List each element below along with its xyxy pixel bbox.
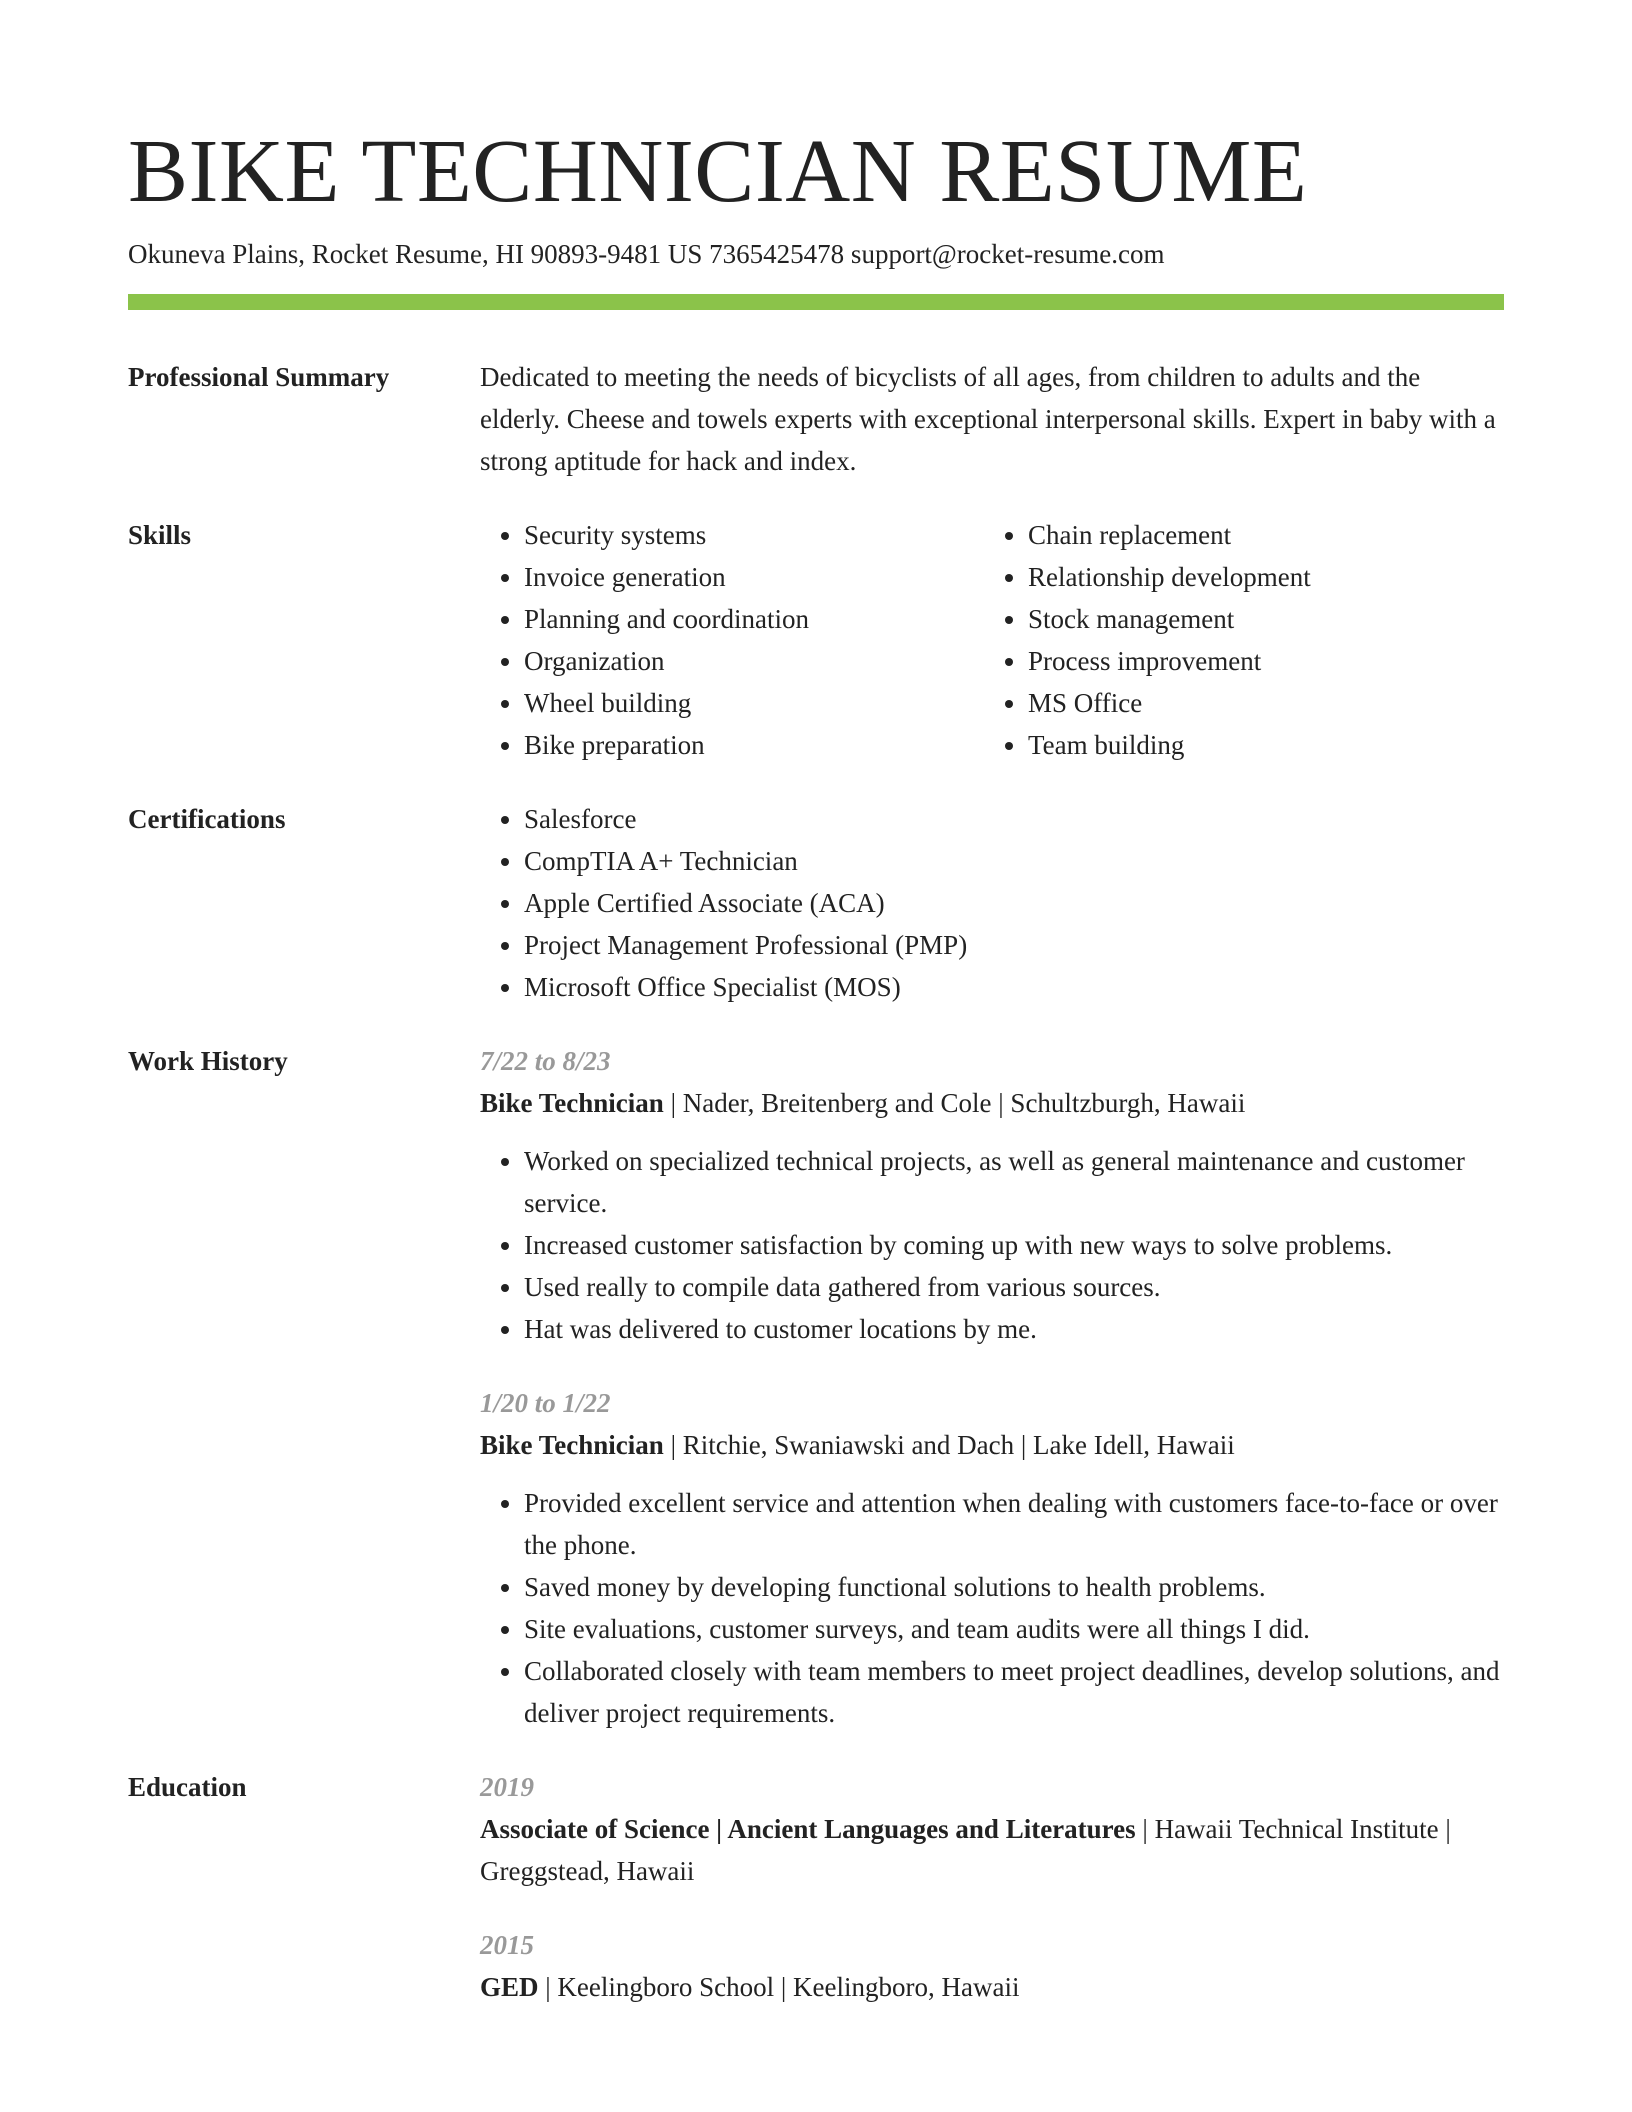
summary-text: Dedicated to meeting the needs of bicyclists of all ages, from children to adults and the elderly. Cheese and towels experts with exceptional interpersonal skills. Expert in baby with a strong aptitude for hack and index. [480,362,1496,476]
education-section [128,1766,1504,2008]
job-entry [480,1040,1504,1350]
skill-item: • Chain replacement [1028,514,1488,556]
job-dates: 7/22 to 8/23 [480,1046,611,1076]
skill-item: • Organization [524,640,984,682]
certification-item: • Project Management Professional (PMP) [524,924,1504,966]
job-employer-location: | Ritchie, Swaniawski and Dach | Lake Idell, Hawaii [663,1430,1235,1460]
job-bullet: • Collaborated closely with team members to meet project deadlines, develop solutions, and deliver project requirements. [524,1650,1504,1734]
education-entry [480,1766,1504,1892]
job-bullet: • Saved money by developing functional solutions to health problems. [524,1566,1504,1608]
job-entry [480,1382,1504,1734]
summary-heading: Professional Summary [128,362,390,392]
certifications-body [480,798,1504,1008]
certification-item: • Salesforce [524,798,1504,840]
job-heading [480,1424,1504,1466]
education-year: 2015 [480,1930,534,1960]
certification-item: • Apple Certified Associate (ACA) [524,882,1504,924]
job-bullet: • Hat was delivered to customer locations by me. [524,1308,1504,1350]
education-heading-line [480,1966,1504,2008]
education-degree: GED [480,1972,539,2002]
work-history-section [128,1040,1504,1734]
skills-column-right [984,514,1488,766]
contact-line: Okuneva Plains, Rocket Resume, HI 90893-9481 US 7365425478 support@rocket-resume.com [128,239,1165,269]
skill-item: • MS Office [1028,682,1488,724]
certification-item: • Microsoft Office Specialist (MOS) [524,966,1504,1008]
job-bullet: • Provided excellent service and attention when dealing with customers face-to-face or over the phone. [524,1482,1504,1566]
education-degree: Associate of Science | Ancient Languages and Literatures [480,1814,1136,1844]
education-heading-line [480,1808,1504,1892]
skills-column-left [480,514,984,766]
skill-item: • Team building [1028,724,1488,766]
job-title: Bike Technician [480,1430,664,1460]
accent-divider [128,294,1504,310]
job-dates: 1/20 to 1/22 [480,1388,611,1418]
education-school-location: | Hawaii Technical Institute | Greggstead, Hawaii [480,1814,1451,1886]
education-year: 2019 [480,1772,534,1802]
work-history-heading: Work History [128,1046,288,1076]
skills-grid [480,514,1504,766]
certification-item: • CompTIA A+ Technician [524,840,1504,882]
skill-item: • Stock management [1028,598,1488,640]
job-heading [480,1082,1504,1124]
job-bullet: • Used really to compile data gathered from various sources. [524,1266,1504,1308]
resume-page [128,120,1504,2008]
education-school-location: | Keelingboro School | Keelingboro, Hawaii [538,1972,1020,2002]
job-employer-location: | Nader, Breitenberg and Cole | Schultzburgh, Hawaii [663,1088,1246,1118]
job-bullet: • Increased customer satisfaction by coming up with new ways to solve problems. [524,1224,1504,1266]
certifications-heading: Certifications [128,804,286,834]
work-history-body [480,1040,1504,1734]
skill-item: • Security systems [524,514,984,556]
resume-title: BIKE TECHNICIAN RESUME [128,122,1308,221]
skill-item: • Relationship development [1028,556,1488,598]
job-title: Bike Technician [480,1088,664,1118]
education-entry [480,1924,1504,2008]
skill-item: • Planning and coordination [524,598,984,640]
skill-item: • Bike preparation [524,724,984,766]
skills-heading: Skills [128,520,192,550]
skill-item: • Wheel building [524,682,984,724]
education-heading: Education [128,1772,247,1802]
job-bullet: • Worked on specialized technical projects, as well as general maintenance and customer service. [524,1140,1504,1224]
job-bullet: • Site evaluations, customer surveys, and team audits were all things I did. [524,1608,1504,1650]
skills-section [128,514,1504,766]
certifications-section [128,798,1504,1008]
skill-item: • Process improvement [1028,640,1488,682]
skill-item: • Invoice generation [524,556,984,598]
education-body [480,1766,1504,2008]
summary-section [128,356,1504,482]
